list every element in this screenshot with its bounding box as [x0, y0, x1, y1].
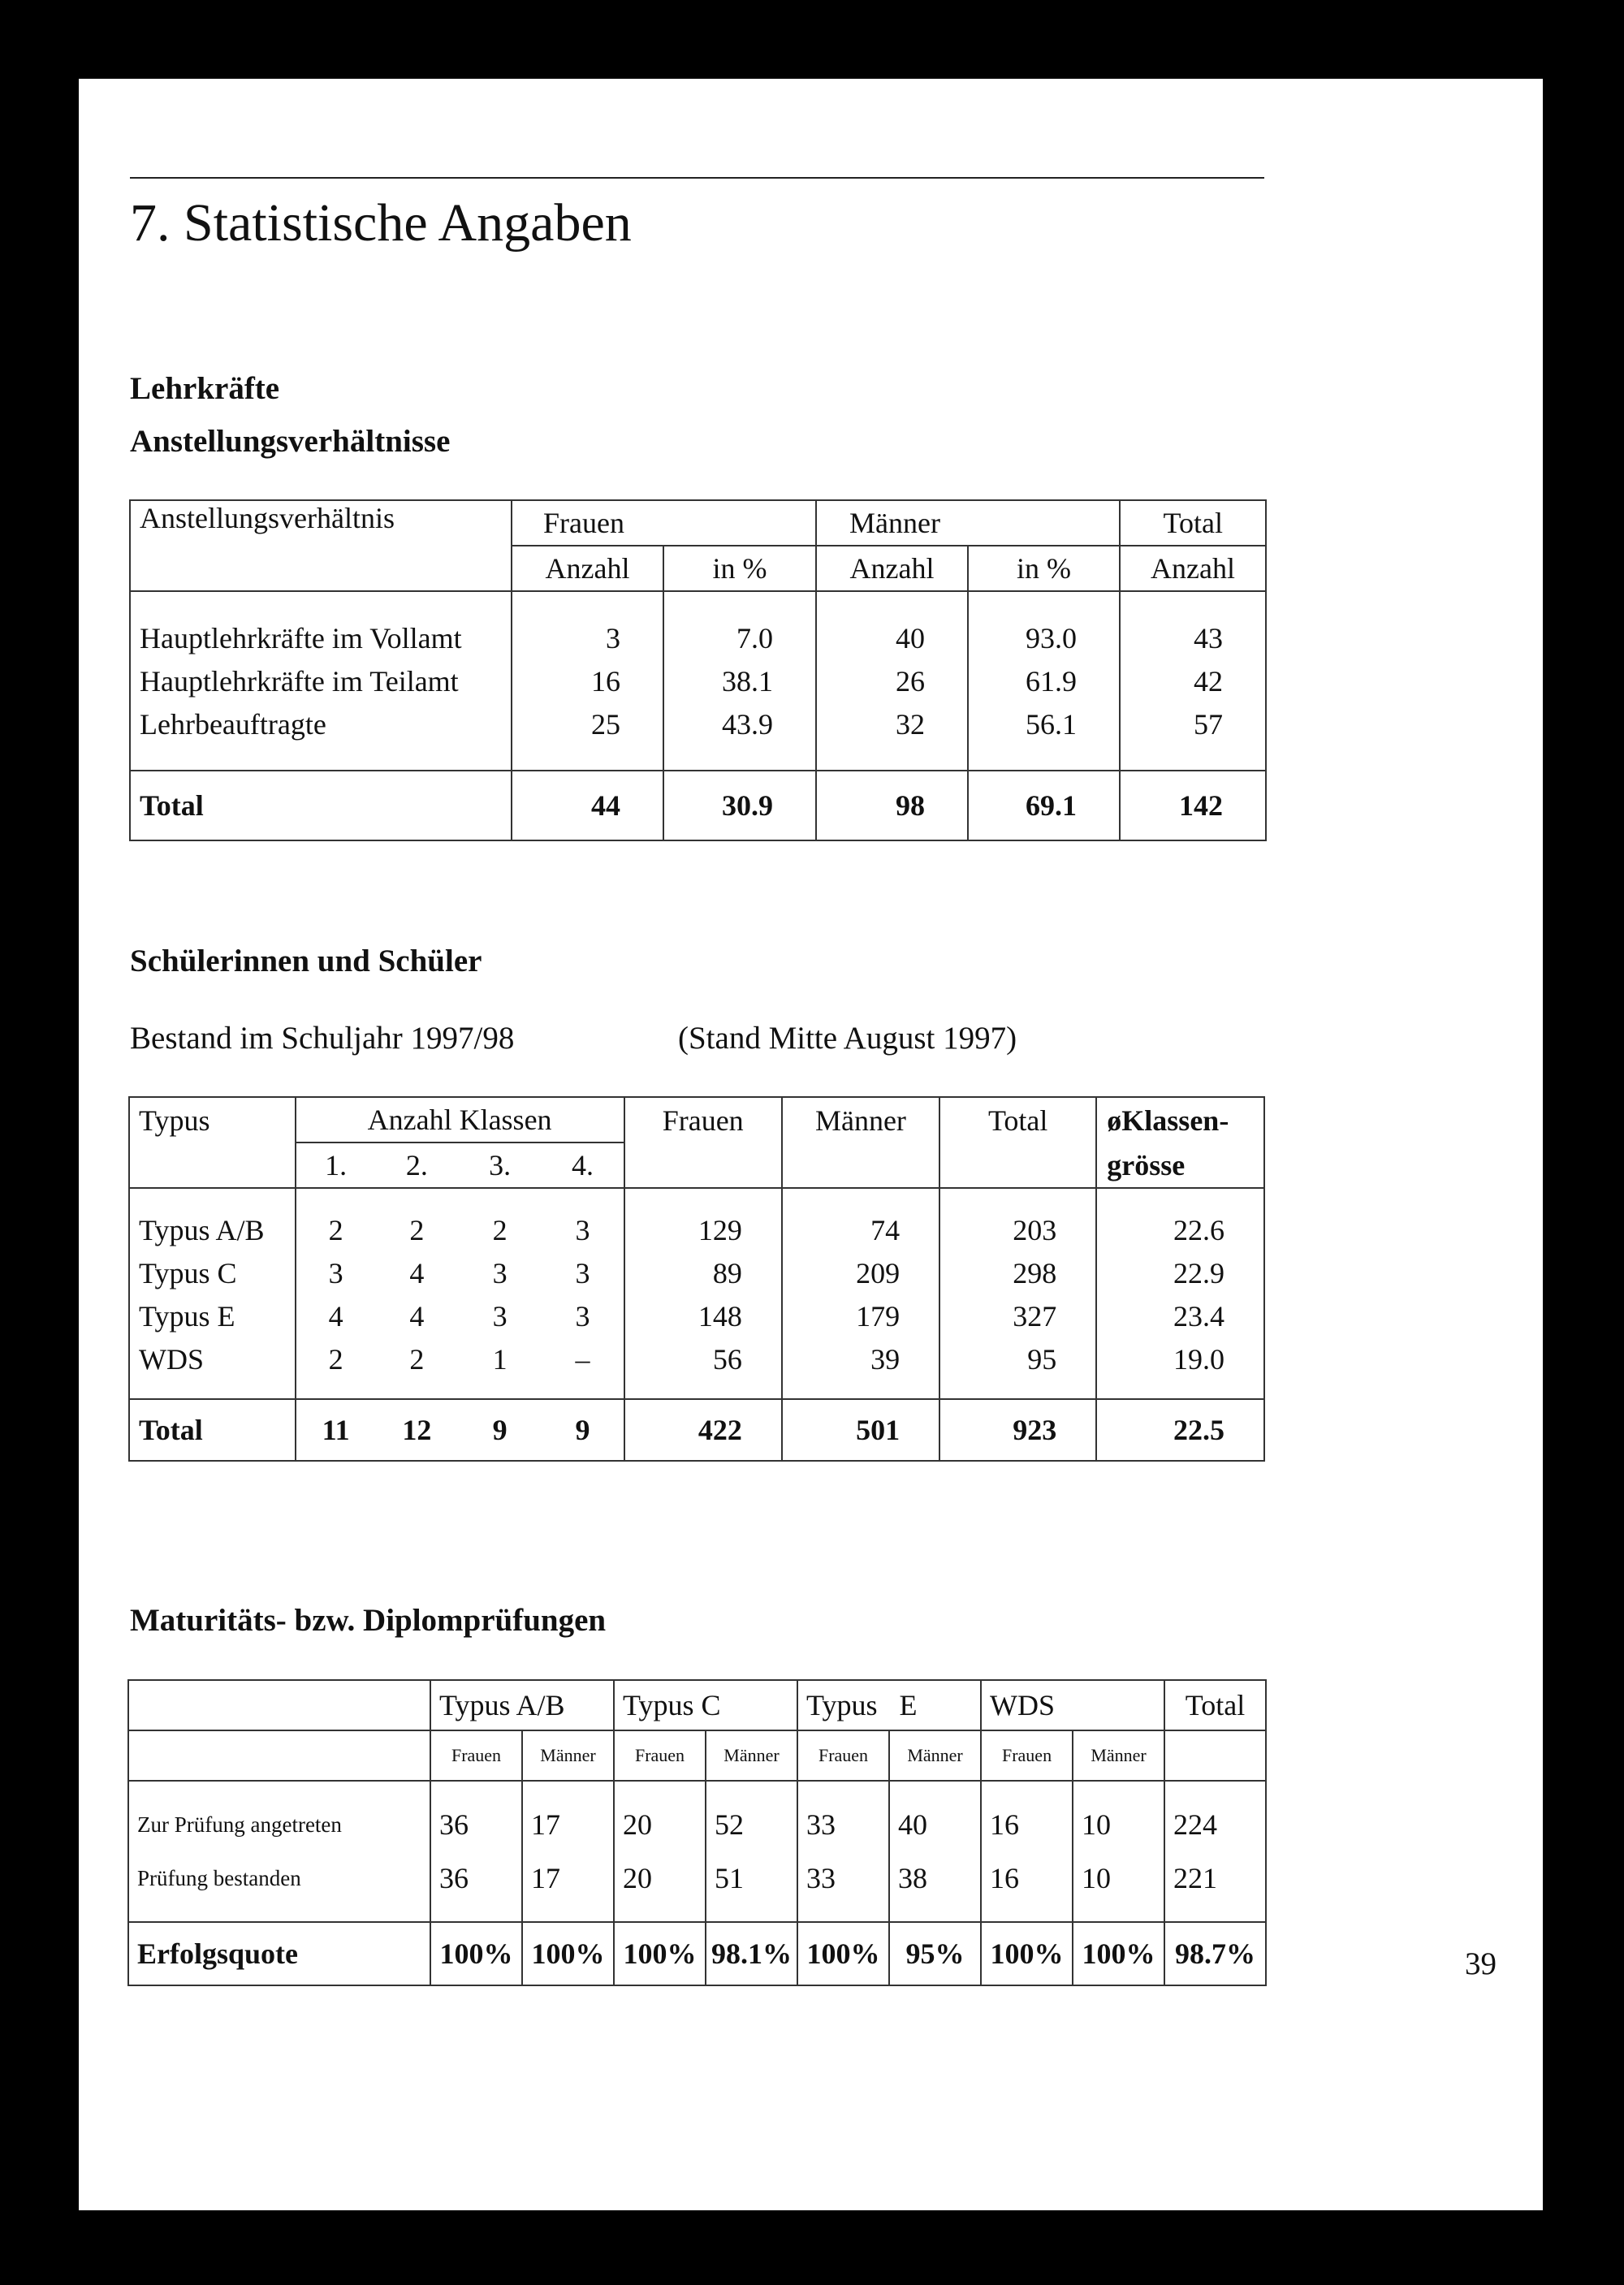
heading-lehrkraefte: Lehrkräfte	[130, 371, 280, 406]
header-typus: Typus	[129, 1097, 296, 1142]
sub-maenner: Männer	[889, 1730, 981, 1781]
top-rule	[130, 177, 1264, 179]
header-klassengroesse-1: øKlassen-	[1096, 1097, 1264, 1142]
anstellung-table	[129, 499, 1267, 841]
klasse-2-label: 2.	[405, 1149, 428, 1181]
header-spacer	[130, 546, 512, 591]
sub-frauen: Frauen	[430, 1730, 522, 1781]
header-frauen: Frauen	[624, 1097, 782, 1142]
sub-maenner: Männer	[1073, 1730, 1164, 1781]
header-anzahl-klassen: Anzahl Klassen	[296, 1097, 624, 1142]
klasse-4-label: 4.	[542, 1142, 624, 1188]
header-klassengroesse-2: grösse	[1096, 1142, 1264, 1188]
header-anstellungsverhaeltnis: Anstellungsverhältnis	[130, 500, 512, 546]
header-maenner: Männer	[782, 1097, 939, 1142]
erfolgsquote-row: Erfolgsquote 100% 100% 100% 98.1% 100% 95% 100% 100% 98.7%	[128, 1922, 1266, 1985]
schueler-table	[128, 1096, 1265, 1462]
table-row: Typus A/B 2 2 2 3 129 74 203 22.6	[129, 1208, 1264, 1251]
header-total: Total	[1120, 500, 1266, 546]
header-frauen: Frauen	[512, 500, 816, 546]
stand-text: (Stand Mitte August 1997)	[678, 1021, 1017, 1056]
group-typus-c: Typus C	[614, 1680, 797, 1730]
header-maenner: Männer	[816, 500, 1120, 546]
sub-total-anzahl: Anzahl	[1120, 546, 1266, 591]
table-row: Hauptlehrkräfte im Vollamt 3 7.0 40 93.0 43	[130, 616, 1266, 659]
pruefungen-table	[127, 1679, 1267, 1986]
sub-maenner-pct: in %	[968, 546, 1120, 591]
table-row: WDS 2 2 1 – 56 39 95 19.0	[129, 1337, 1264, 1380]
heading-anstellungsverhaeltnisse: Anstellungsverhältnisse	[130, 424, 451, 459]
klasse-3-label: 3.	[489, 1149, 512, 1181]
group-typus-e: Typus E	[797, 1680, 981, 1730]
table-row: Lehrbeauftragte 25 43.9 32 56.1 57	[130, 702, 1266, 745]
table-row: Hauptlehrkräfte im Teilamt 16 38.1 26 61.9 42	[130, 659, 1266, 702]
heading-schueler: Schülerinnen und Schüler	[130, 944, 482, 978]
group-wds: WDS	[981, 1680, 1164, 1730]
group-total: Total	[1164, 1680, 1266, 1730]
group-typus-ab: Typus A/B	[430, 1680, 614, 1730]
table-row: Typus E 4 4 3 3 148 179 327 23.4	[129, 1294, 1264, 1337]
klasse-1-label: 1.	[296, 1142, 376, 1188]
sub-maenner: Männer	[706, 1730, 797, 1781]
sub-frauen: Frauen	[614, 1730, 706, 1781]
page-number: 39	[1465, 1946, 1497, 1981]
total-row: Total 11 12 9 9 422 501 923 22.5	[129, 1399, 1264, 1461]
total-row: Total 44 30.9 98 69.1 142	[130, 771, 1266, 840]
header-total: Total	[939, 1097, 1096, 1142]
table-row: Typus C 3 4 3 3 89 209 298 22.9	[129, 1251, 1264, 1294]
sub-frauen: Frauen	[981, 1730, 1073, 1781]
sub-maenner-anzahl: Anzahl	[816, 546, 968, 591]
sub-frauen-pct: in %	[663, 546, 816, 591]
heading-maturitaet: Maturitäts- bzw. Diplomprüfungen	[130, 1603, 607, 1638]
table-row: Prüfung bestanden 36 17 20 51 33 38 16 10 221	[128, 1851, 1266, 1922]
sub-maenner: Männer	[522, 1730, 614, 1781]
section-title: 7. Statistische Angaben	[130, 193, 632, 253]
bestand-text: Bestand im Schuljahr 1997/98	[130, 1021, 515, 1056]
table-row: Zur Prüfung angetreten 36 17 20 52 33 40 16 10 224	[128, 1781, 1266, 1851]
sub-frauen: Frauen	[797, 1730, 889, 1781]
sub-frauen-anzahl: Anzahl	[512, 546, 663, 591]
